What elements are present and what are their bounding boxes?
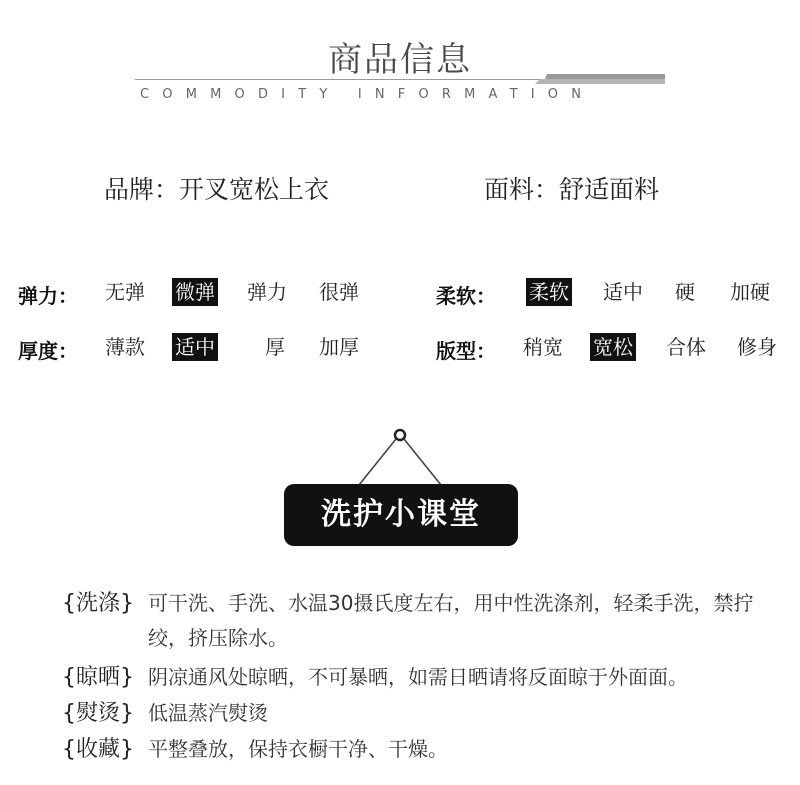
- elasticity-label: 弹力：: [18, 284, 78, 308]
- fit-label: 版型：: [436, 339, 496, 363]
- fit-option-slim: 修身: [737, 335, 777, 359]
- care-tag: {熨烫}: [62, 701, 134, 726]
- elasticity-option-elastic: 弹力: [247, 280, 287, 304]
- hanger-icon: [350, 425, 450, 487]
- fabric-info: 面料：舒适面料: [484, 175, 660, 204]
- care-text: 平整叠放，保持衣橱干净、干燥。: [148, 737, 448, 761]
- thickness-label: 厚度：: [18, 339, 78, 363]
- elasticity-option-none: 无弹: [105, 280, 145, 304]
- care-text: 阴凉通风处晾晒，不可暴晒，如需日晒请将反面晾于外面面。: [148, 665, 688, 689]
- thickness-option-thick: 厚: [265, 335, 285, 359]
- elasticity-option-slight: 微弹: [172, 278, 218, 306]
- care-tag: {收藏}: [62, 737, 134, 762]
- care-text: 可干洗、手洗、水温30摄氏度左右，用中性洗涤剂，轻柔手洗，禁拧绞，挤压除水。: [148, 591, 754, 650]
- thickness-option-medium: 适中: [172, 333, 218, 361]
- thickness-option-extra-thick: 加厚: [319, 335, 359, 359]
- care-item-storage: [62, 732, 782, 767]
- fit-option-loose: 宽松: [590, 333, 636, 361]
- title-underline: [135, 74, 665, 84]
- care-tag: {晾晒}: [62, 665, 134, 690]
- page-subtitle: COMMODITY INFORMATION: [140, 87, 595, 102]
- care-tag: {洗涤}: [62, 591, 134, 616]
- softness-option-medium: 适中: [603, 280, 643, 304]
- softness-label: 柔软：: [436, 284, 496, 308]
- softness-option-hard: 硬: [675, 280, 695, 304]
- softness-option-soft: 柔软: [526, 278, 572, 306]
- fit-option-fitted: 合体: [666, 335, 706, 359]
- care-item-washing: [62, 586, 782, 656]
- fit-option-slightly-wide: 稍宽: [523, 335, 563, 359]
- elasticity-option-very: 很弹: [319, 280, 359, 304]
- softness-option-extra-hard: 加硬: [730, 280, 770, 304]
- brand-info: 品牌：开叉宽松上衣: [104, 175, 330, 204]
- care-text: 低温蒸汽熨烫: [148, 701, 268, 725]
- care-item-drying: [62, 660, 782, 695]
- care-title-badge: 洗护小课堂: [284, 484, 518, 546]
- care-item-ironing: [62, 696, 782, 731]
- page-title: 商品信息: [328, 40, 472, 80]
- thickness-option-thin: 薄款: [105, 335, 145, 359]
